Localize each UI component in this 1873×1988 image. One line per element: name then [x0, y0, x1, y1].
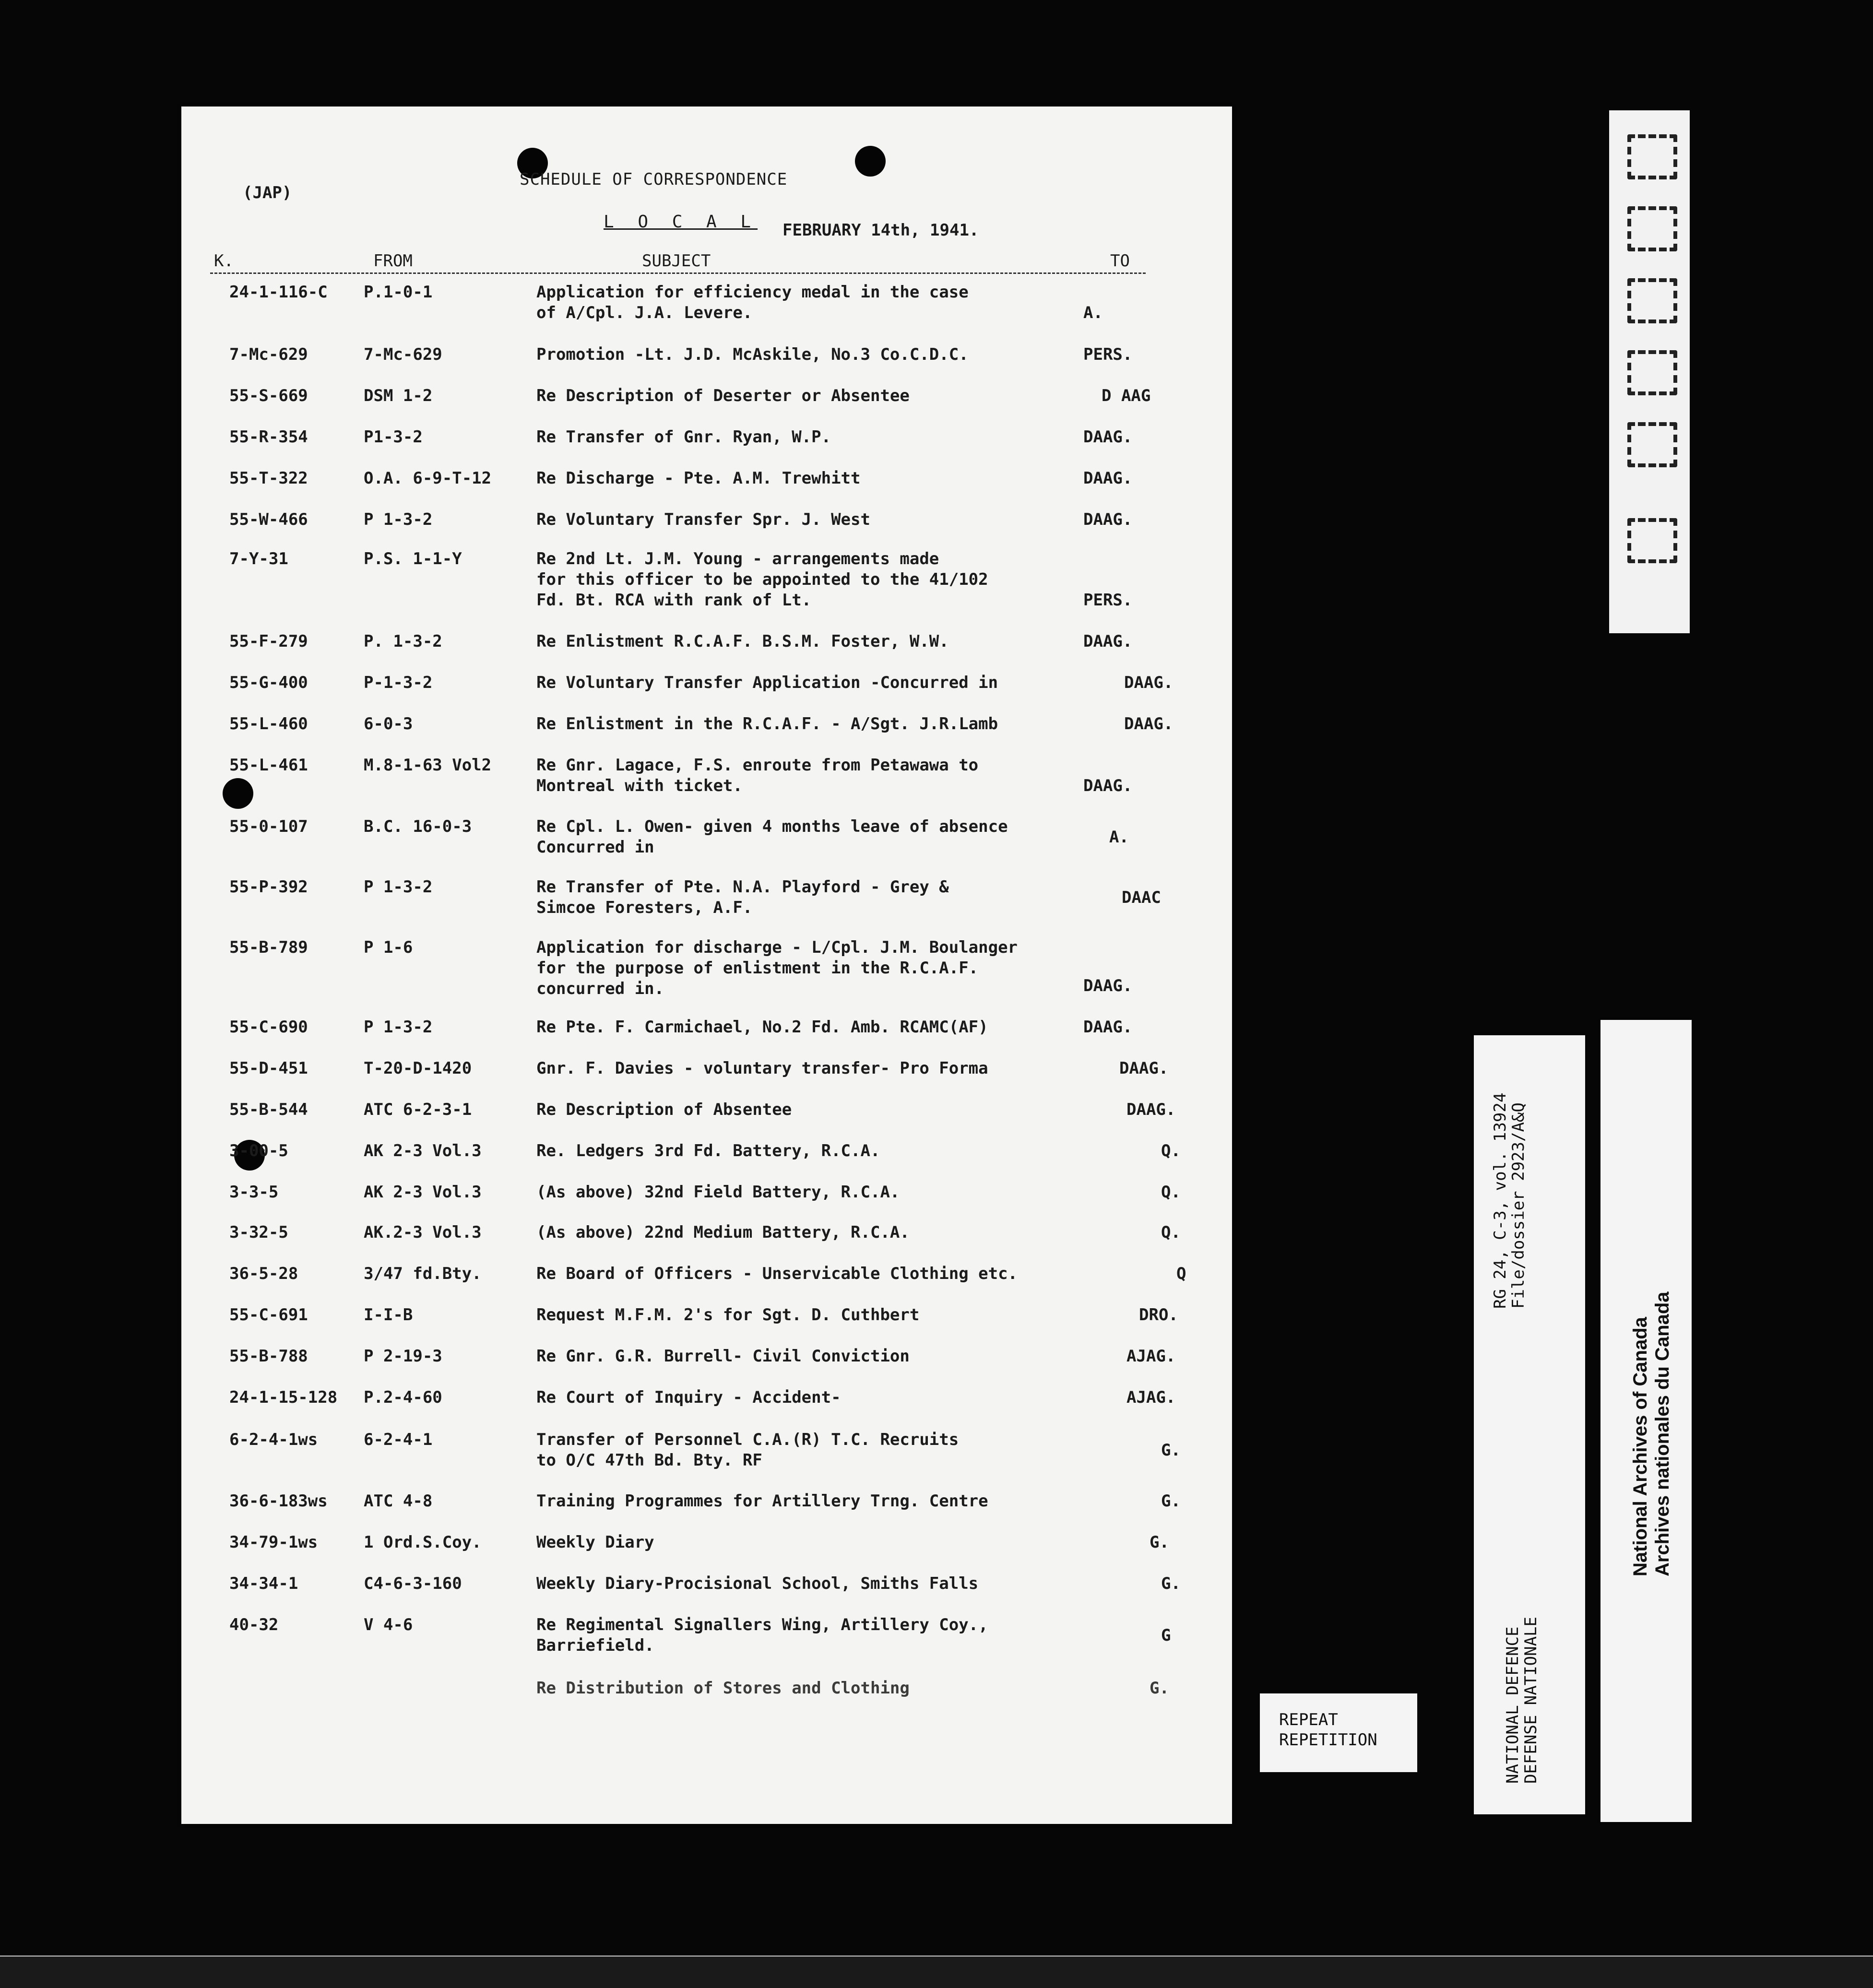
row-to: PERS. — [1083, 345, 1133, 364]
document-date: FEBRUARY 14th, 1941. — [782, 221, 979, 240]
row-from: ATC 6-2-3-1 — [364, 1100, 472, 1119]
row-from: P1-3-2 — [364, 427, 423, 447]
row-from: P-1-3-2 — [364, 673, 433, 692]
row-subject: Re 2nd Lt. J.M. Young - arrangements made for this officer to be appointed to the 41/102 Fd. Bt. RCA with rank of Lt. — [536, 549, 988, 610]
row-from: AK 2-3 Vol.3 — [364, 1141, 482, 1160]
row-from: B.C. 16-0-3 — [364, 817, 472, 836]
row-to: G. — [1161, 1491, 1181, 1511]
row-from: P 1-6 — [364, 938, 413, 957]
row-k: 55-C-691 — [229, 1305, 308, 1325]
frame-digit — [1627, 422, 1677, 467]
column-header-k: K. — [214, 251, 234, 271]
column-header-from: FROM — [373, 251, 413, 271]
page-title: SCHEDULE OF CORRESPONDENCE — [520, 170, 788, 189]
row-to: DAAG. — [1119, 1059, 1169, 1078]
row-subject: Re Regimental Signallers Wing, Artillery Coy., Barriefield. — [536, 1615, 988, 1655]
row-subject: Re Enlistment R.C.A.F. B.S.M. Foster, W.W. — [536, 632, 949, 651]
row-from: ATC 4-8 — [364, 1491, 433, 1511]
row-to: DAAG. — [1083, 469, 1133, 488]
row-subject: (As above) 32nd Field Battery, R.C.A. — [536, 1183, 900, 1202]
row-subject: Transfer of Personnel C.A.(R) T.C. Recruits to O/C 47th Bd. Bty. RF — [536, 1430, 959, 1470]
column-header-subject: SUBJECT — [642, 251, 711, 271]
row-to: DAAG. — [1126, 1100, 1176, 1119]
row-k: 55-B-788 — [229, 1347, 308, 1366]
row-to: AJAG. — [1126, 1388, 1176, 1407]
punch-hole — [223, 778, 253, 809]
row-subject: Re Cpl. L. Owen- given 4 months leave of absence Concurred in — [536, 817, 1008, 857]
row-k: 55-L-461 — [229, 756, 308, 775]
repeat-label-line2: REPETITION — [1279, 1730, 1377, 1750]
frame-digit — [1627, 518, 1677, 563]
schedule-page — [181, 106, 1232, 1824]
row-subject: Weekly Diary — [536, 1533, 654, 1552]
row-subject: Application for discharge - L/Cpl. J.M. Boulanger for the purpose of enlistment in the R.C.A.F. concurred in. — [536, 938, 1018, 998]
row-subject: Re Gnr. Lagace, F.S. enroute from Petawawa to Montreal with ticket. — [536, 756, 979, 795]
column-header-to: TO — [1110, 251, 1130, 271]
row-k: 36-5-28 — [229, 1264, 298, 1283]
row-subject: Weekly Diary-Procisional School, Smiths Falls — [536, 1574, 979, 1593]
repeat-label-line1: REPEAT — [1279, 1710, 1338, 1729]
department-label-line2: DEFENSE NATIONALE — [1521, 1617, 1541, 1784]
row-subject: Re Discharge - Pte. A.M. Trewhitt — [536, 469, 861, 488]
row-subject: Re Transfer of Pte. N.A. Playford - Grey & Simcoe Foresters, A.F. — [536, 877, 949, 917]
row-to: G. — [1150, 1679, 1169, 1698]
row-k: 6-2-4-1ws — [229, 1430, 318, 1449]
row-k: 55-R-354 — [229, 427, 308, 447]
row-to: Q. — [1161, 1183, 1181, 1202]
row-k: 34-79-1ws — [229, 1533, 318, 1552]
row-subject: Re. Ledgers 3rd Fd. Battery, R.C.A. — [536, 1141, 880, 1160]
row-k: 55-G-400 — [229, 673, 308, 692]
row-from: V 4-6 — [364, 1615, 413, 1634]
row-to: DAAG. — [1083, 976, 1133, 995]
row-k: 36-6-183ws — [229, 1491, 328, 1511]
row-k: 3-32-5 — [229, 1223, 288, 1242]
department-label-line1: NATIONAL DEFENCE — [1503, 1626, 1522, 1784]
film-edge — [0, 1957, 1873, 1988]
row-k: 55-F-279 — [229, 632, 308, 651]
row-to: D AAG — [1102, 386, 1151, 405]
row-from: 1 Ord.S.Coy. — [364, 1533, 482, 1552]
source-reference-card — [1474, 1035, 1585, 1814]
row-k: 55-B-789 — [229, 938, 308, 957]
row-from: M.8-1-63 Vol2 — [364, 756, 492, 775]
department-label — [1504, 1617, 1540, 1784]
row-subject: Re Board of Officers - Unservicable Clothing etc. — [536, 1264, 1018, 1283]
row-to: AJAG. — [1126, 1347, 1176, 1366]
page-subtitle: L O C A L — [604, 212, 758, 232]
row-from: P 1-3-2 — [364, 1018, 433, 1037]
film-edge-line — [0, 1955, 1873, 1957]
row-k: 3-00-5 — [229, 1141, 288, 1160]
row-from: P.1-0-1 — [364, 283, 433, 302]
row-to: DAAG. — [1124, 714, 1174, 734]
row-from: P 2-19-3 — [364, 1347, 442, 1366]
row-from: P 1-3-2 — [364, 877, 433, 897]
row-from: 6-0-3 — [364, 714, 413, 734]
row-subject: Re Pte. F. Carmichael, No.2 Fd. Amb. RCAMC(AF) — [536, 1018, 988, 1037]
reference-mark: (JAP) — [243, 183, 292, 202]
row-to: DAAG. — [1083, 427, 1133, 447]
repeat-label — [1260, 1693, 1417, 1772]
row-to: DAAG. — [1083, 776, 1133, 795]
row-to: G. — [1161, 1574, 1181, 1593]
row-from: DSM 1-2 — [364, 386, 433, 405]
row-subject: Re Distribution of Stores and Clothing — [536, 1679, 910, 1698]
row-from: P 1-3-2 — [364, 510, 433, 529]
row-from: P.2-4-60 — [364, 1388, 442, 1407]
row-to: G. — [1150, 1533, 1169, 1552]
row-subject: Re Gnr. G.R. Burrell- Civil Conviction — [536, 1347, 910, 1366]
frame-digit — [1627, 134, 1677, 179]
row-subject: Request M.F.M. 2's for Sgt. D. Cuthbert — [536, 1305, 920, 1325]
row-k: 40-32 — [229, 1615, 279, 1634]
row-subject: Gnr. F. Davies - voluntary transfer- Pro Forma — [536, 1059, 988, 1078]
row-k: 24-1-15-128 — [229, 1388, 338, 1407]
row-k: 55-T-322 — [229, 469, 308, 488]
row-k: 55-D-451 — [229, 1059, 308, 1078]
row-to: G. — [1161, 1441, 1181, 1460]
row-to: Q. — [1161, 1141, 1181, 1160]
row-from: I-I-B — [364, 1305, 413, 1325]
row-k: 55-P-392 — [229, 877, 308, 897]
header-rule — [210, 272, 1146, 274]
row-subject: Promotion -Lt. J.D. McAskile, No.3 Co.C.D.C. — [536, 345, 969, 364]
row-from: C4-6-3-160 — [364, 1574, 462, 1593]
row-to: DAAC — [1122, 888, 1161, 907]
archives-card — [1600, 1020, 1692, 1822]
row-subject: Training Programmes for Artillery Trng. Centre — [536, 1491, 988, 1511]
row-to: PERS. — [1083, 591, 1133, 610]
frame-digit — [1627, 350, 1677, 395]
row-subject: Re Description of Absentee — [536, 1100, 792, 1119]
row-from: AK 2-3 Vol.3 — [364, 1183, 482, 1202]
row-to: DAAG. — [1083, 1018, 1133, 1037]
row-from: P.S. 1-1-Y — [364, 549, 462, 568]
row-subject: Re Enlistment in the R.C.A.F. - A/Sgt. J.R.Lamb — [536, 714, 998, 734]
row-k: 55-L-460 — [229, 714, 308, 734]
source-reference-line1: RG 24, C-3, vol. 13924 — [1491, 1092, 1510, 1309]
row-from: T-20-D-1420 — [364, 1059, 472, 1078]
row-k: 3-3-5 — [229, 1183, 279, 1202]
row-k: 55-0-107 — [229, 817, 308, 836]
row-to: DAAG. — [1083, 632, 1133, 651]
row-subject: Re Voluntary Transfer Application -Concurred in — [536, 673, 998, 692]
frame-digit — [1627, 278, 1677, 323]
row-to: Q — [1176, 1264, 1186, 1283]
row-from: P. 1-3-2 — [364, 632, 442, 651]
row-from: 6-2-4-1 — [364, 1430, 433, 1449]
punch-hole — [855, 146, 886, 177]
row-k: 55-B-544 — [229, 1100, 308, 1119]
row-from: O.A. 6-9-T-12 — [364, 469, 492, 488]
row-subject: Re Description of Deserter or Absentee — [536, 386, 910, 405]
row-subject: Re Transfer of Gnr. Ryan, W.P. — [536, 427, 831, 447]
row-from: AK.2-3 Vol.3 — [364, 1223, 482, 1242]
source-reference-line2: File/dossier 2923/A&Q — [1509, 1102, 1528, 1309]
row-subject: Re Court of Inquiry - Accident- — [536, 1388, 841, 1407]
row-k: 55-C-690 — [229, 1018, 308, 1037]
frame-digit — [1627, 206, 1677, 251]
row-subject: Re Voluntary Transfer Spr. J. West — [536, 510, 870, 529]
row-k: 24-1-116-C — [229, 283, 328, 302]
row-k: 34-34-1 — [229, 1574, 298, 1593]
row-subject: Application for efficiency medal in the case of A/Cpl. J.A. Levere. — [536, 283, 969, 322]
row-to: DRO. — [1139, 1305, 1178, 1325]
archives-label — [1629, 1291, 1673, 1576]
frame-number-strip — [1609, 110, 1690, 633]
row-to: DAAG. — [1083, 510, 1133, 529]
row-to: G — [1161, 1626, 1171, 1645]
row-k: 55-W-466 — [229, 510, 308, 529]
archives-label-line1: National Archives of Canada — [1630, 1317, 1651, 1576]
row-subject: (As above) 22nd Medium Battery, R.C.A. — [536, 1223, 910, 1242]
source-reference — [1491, 1093, 1528, 1309]
row-to: A. — [1083, 303, 1103, 322]
row-to: DAAG. — [1124, 673, 1174, 692]
row-to: A. — [1109, 828, 1129, 847]
row-to: Q. — [1161, 1223, 1181, 1242]
archives-label-line2: Archives nationales du Canada — [1652, 1291, 1673, 1576]
row-from: 7-Mc-629 — [364, 345, 442, 364]
row-k: 7-Mc-629 — [229, 345, 308, 364]
row-from: 3/47 fd.Bty. — [364, 1264, 482, 1283]
row-k: 55-S-669 — [229, 386, 308, 405]
row-k: 7-Y-31 — [229, 549, 288, 568]
